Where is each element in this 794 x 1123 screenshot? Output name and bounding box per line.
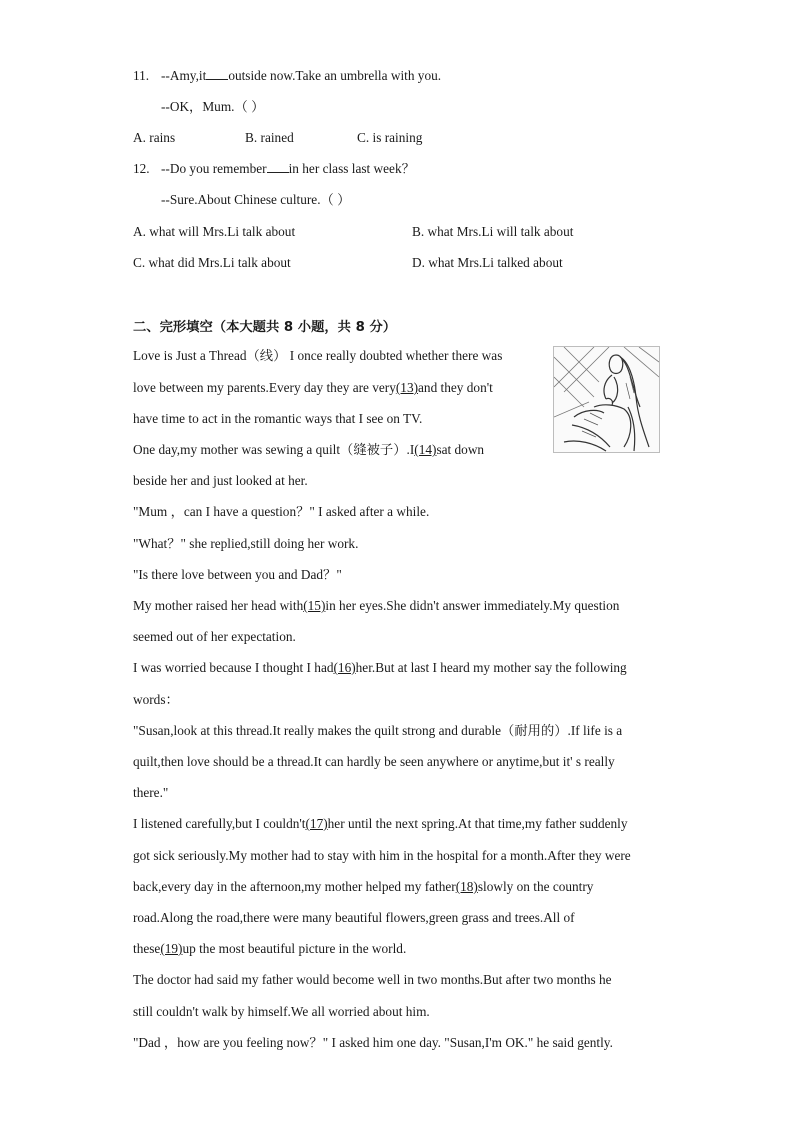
woman-sewing-illustration [553, 346, 660, 453]
stem-part: outside now.Take an umbrella with you. [228, 68, 442, 83]
passage-line: still couldn't walk by himself.We all worried about him. [133, 1004, 430, 1019]
passage-line: quilt,then love should be a thread.It can hardly be seen anywhere or anytime,but it' s really [133, 754, 615, 769]
passage-line: have time to act in the romantic ways that I see on TV. [133, 411, 423, 426]
passage-line [133, 441, 484, 459]
cloze-blank-19: (19) [160, 941, 183, 956]
question-11-option-a [133, 129, 175, 147]
passage-line: Love is Just a Thread（线） I once really doubted whether there was [133, 348, 503, 363]
option-letter: A. [133, 130, 146, 145]
option-letter: D. [412, 255, 425, 270]
question-number: 12. [133, 161, 150, 176]
stem-part: --Do you remember [161, 161, 267, 176]
cloze-blank-14: (14) [414, 442, 437, 457]
option-text: what did Mrs.Li talk about [148, 255, 291, 270]
passage-text: her.But at last I heard my mother say the following [355, 660, 627, 675]
passage-line: "Dad ，how are you feeling now？" I asked him one day. "Susan,I'm OK." he said gently. [133, 1035, 613, 1050]
question-12-reply: --Sure.About Chinese culture.（ ） [161, 192, 351, 207]
cloze-blank-13: (13) [395, 380, 419, 395]
option-letter: A. [133, 224, 146, 239]
passage-line: The doctor had said my father would become well in two months.But after two months he [133, 972, 612, 987]
passage-line: seemed out of her expectation. [133, 629, 296, 644]
passage-text: back,every day in the afternoon,my mother helped my father [133, 879, 456, 894]
option-text: rained [260, 130, 294, 145]
passage-text: her until the next spring.At that time,my father suddenly [327, 816, 628, 831]
passage-text: sat down [436, 442, 485, 457]
passage-text: One day,my mother was sewing a quilt（缝被子）.I [133, 442, 415, 457]
passage-line [133, 379, 493, 397]
question-11-stem [133, 67, 441, 85]
passage-line: "Mum ，can I have a question？" I asked after a while. [133, 504, 430, 519]
passage-text: slowly on the country [477, 879, 594, 894]
cloze-blank-15: (15) [303, 598, 326, 613]
option-letter: C. [133, 255, 146, 270]
question-11-reply: --OK，Mum.（ ） [161, 99, 265, 114]
question-11-option-b [245, 129, 294, 147]
passage-text: I was worried because I thought I had [133, 660, 334, 675]
stem-part: in her class last week？ [288, 161, 415, 176]
question-12-option-c [133, 254, 291, 272]
option-text: is raining [372, 130, 423, 145]
passage-line: "Susan,look at this thread.It really makes the quilt strong and durable（耐用的）.If life is a [133, 723, 623, 738]
passage-line [133, 815, 628, 833]
cloze-blank-17: (17) [305, 816, 328, 831]
option-text: what Mrs.Li talked about [428, 255, 563, 270]
stem-part: --Amy,it [161, 68, 207, 83]
question-12-option-d [412, 254, 563, 272]
passage-line: "Is there love between you and Dad？" [133, 567, 342, 582]
section-title: 二、完形填空（本大题共 8 小题，共 8 分） [133, 320, 397, 335]
question-number: 11. [133, 68, 150, 83]
passage-line: words： [133, 692, 179, 707]
passage-line: there." [133, 785, 169, 800]
answer-blank [206, 67, 228, 80]
option-text: rains [149, 130, 176, 145]
passage-line [133, 659, 627, 677]
option-letter: B. [412, 224, 425, 239]
question-11-option-c [357, 129, 422, 147]
passage-text: up the most beautiful picture in the world. [182, 941, 407, 956]
cloze-blank-18: (18) [455, 879, 478, 894]
passage-text: in her eyes.She didn't answer immediately.My question [325, 598, 620, 613]
passage-line: beside her and just looked at her. [133, 473, 308, 488]
question-12-stem [133, 160, 415, 178]
cloze-blank-16: (16) [333, 660, 356, 675]
passage-line: "What？" she replied,still doing her work. [133, 536, 359, 551]
option-letter: C. [357, 130, 370, 145]
passage-line [133, 597, 619, 615]
passage-line: got sick seriously.My mother had to stay with him in the hospital for a month.After they were [133, 848, 631, 863]
option-letter: B. [245, 130, 258, 145]
option-text: what Mrs.Li will talk about [427, 224, 574, 239]
passage-line [133, 940, 406, 958]
answer-blank [267, 160, 289, 173]
passage-text: My mother raised her head with [133, 598, 304, 613]
passage-text: love between my parents.Every day they are very [133, 380, 396, 395]
passage-text: I listened carefully,but I couldn't [133, 816, 306, 831]
option-text: what will Mrs.Li talk about [149, 224, 296, 239]
passage-text: these [133, 941, 161, 956]
question-12-option-b [412, 223, 573, 241]
passage-line [133, 878, 593, 896]
question-12-option-a [133, 223, 295, 241]
passage-text: and they don't [418, 380, 493, 395]
passage-line: road.Along the road,there were many beautiful flowers,green grass and trees.All of [133, 910, 575, 925]
